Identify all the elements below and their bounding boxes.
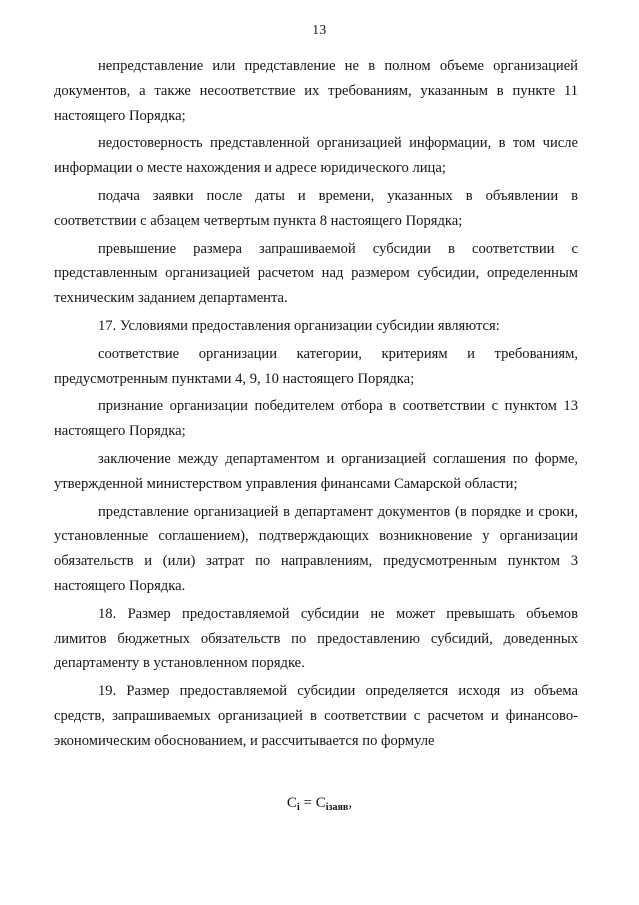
paragraph-excess-amount: превышение размера запрашиваемой субсидии в соответствии с представленным организацией расчетом над размером субсидии, определенным техническим заданием департамента. — [54, 240, 578, 307]
paragraph-19-formula: 19. Размер предоставляемой субсидии определяется исходя из объема средств, запрашиваемых организацией в соответствии с расчетом и финансово-экономическим обоснованием, и рассчитывается по формуле — [54, 683, 578, 749]
formula-rhs: C — [315, 795, 326, 811]
formula-lhs: C — [286, 795, 297, 811]
page-number: 13 — [312, 22, 327, 37]
subsidy-formula — [0, 795, 639, 813]
paragraph-17-conditions: 17. Условиями предоставления организации субсидии являются: — [98, 317, 500, 334]
paragraph-documents: представление организацией в департамент документов (в порядке и сроки, установленные соглашением), подтверждающих возникновение у организации обязательств и (или) затрат по направлениям, предусмотренным пунктом 3 настоящего Порядка. — [54, 503, 578, 594]
paragraph-agreement: заключение между департаментом и организацией соглашения по форме, утвержденной министерством управления финансами Самарской области; — [54, 450, 578, 492]
paragraph-unreliable-info: недостоверность представленной организацией информации, в том числе информации о месте нахождения и адресе юридического лица; — [54, 135, 578, 177]
paragraph-late-application: подача заявки после даты и времени, указанных в объявлении в соответствии с абзацем четвертым пункта 8 настоящего Порядка; — [54, 187, 578, 229]
paragraph-no-submission: непредставление или представление не в полном объеме организацией документов, а также несоответствие их требованиям, указанным в пункте 11 настоящего Порядка; — [54, 58, 578, 124]
formula-lhs-subscript: i — [296, 802, 300, 813]
formula-trailing-comma: , — [348, 795, 353, 811]
paragraph-18-limit: 18. Размер предоставляемой субсидии не может превышать объемов лимитов бюджетных обязательств по предоставлению субсидий, доведенных департаменту в установленном порядке. — [54, 605, 578, 672]
document-body — [54, 54, 578, 757]
formula-rhs-subscript: iзаяв — [325, 802, 349, 813]
paragraph-winner: признание организации победителем отбора в соответствии с пунктом 13 настоящего Порядка; — [54, 398, 578, 440]
formula-equals: = — [299, 795, 316, 811]
paragraph-compliance: соответствие организации категории, критериям и требованиям, предусмотренным пунктами 4, 9, 10 настоящего Порядка; — [54, 345, 578, 387]
